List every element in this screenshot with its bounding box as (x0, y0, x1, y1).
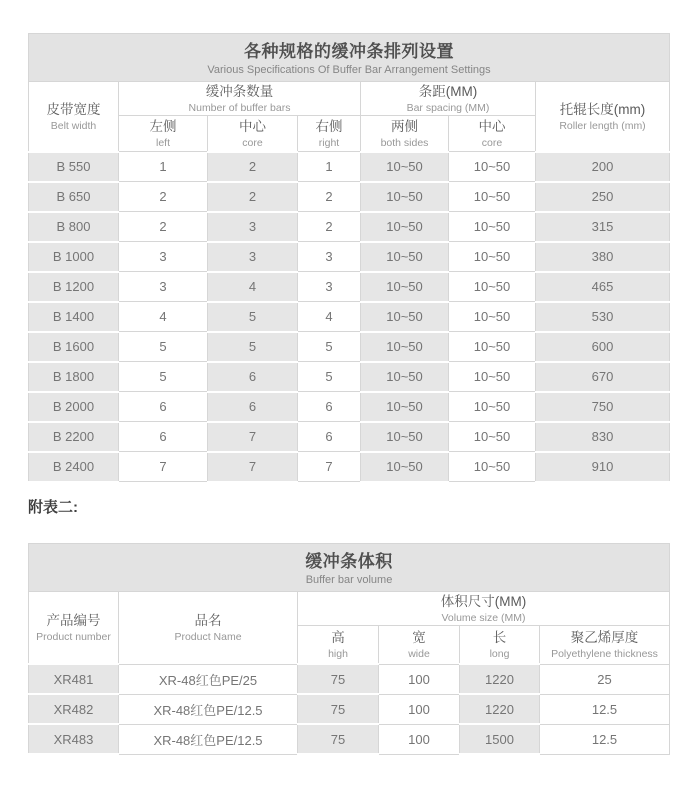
header-long (460, 625, 540, 664)
table-cell: 750 (536, 392, 670, 422)
header-both-sides-zh: 两侧 (391, 118, 418, 134)
table-cell: 10~50 (449, 332, 536, 362)
table-row (29, 242, 670, 272)
table-row (29, 724, 670, 754)
table-cell: 7 (119, 452, 208, 482)
table-cell: 315 (536, 212, 670, 242)
table-row (29, 332, 670, 362)
table-cell: B 800 (29, 212, 119, 242)
buffer-volume-table (28, 543, 670, 756)
table-cell: 10~50 (449, 392, 536, 422)
header-long-en: long (489, 647, 510, 660)
table-cell: 4 (208, 272, 298, 302)
table-cell: 6 (208, 392, 298, 422)
header-bar-spacing-en: Bar spacing (MM) (406, 102, 490, 114)
table-title-row (29, 543, 670, 591)
table-row (29, 392, 670, 422)
table-cell: 3 (298, 242, 361, 272)
header-volume-size-group (298, 591, 670, 625)
table-cell: 7 (208, 452, 298, 482)
header-wide (379, 625, 460, 664)
table-cell: 10~50 (449, 242, 536, 272)
table-row (29, 362, 670, 392)
table-cell: 2 (298, 212, 361, 242)
table-cell: 6 (119, 422, 208, 452)
table-cell: 10~50 (361, 182, 449, 212)
table-cell: 10~50 (361, 362, 449, 392)
header-high-zh: 高 (331, 629, 345, 645)
header-pe-thickness (540, 625, 670, 664)
header-roller-length-zh: 托辊长度(mm) (559, 101, 646, 117)
header-row-groups (29, 82, 670, 116)
table-cell: 10~50 (449, 272, 536, 302)
header-roller-length (536, 82, 670, 152)
table-cell: 10~50 (361, 332, 449, 362)
table-cell: 10~50 (449, 212, 536, 242)
table-cell: XR-48红色PE/25 (119, 664, 298, 694)
table-cell: 100 (379, 664, 460, 694)
table-cell: 250 (536, 182, 670, 212)
table-cell: XR-48红色PE/12.5 (119, 724, 298, 754)
header-right-zh: 右侧 (315, 119, 343, 134)
header-volume-size-en: Volume size (MM) (441, 611, 526, 624)
table-cell: 380 (536, 242, 670, 272)
header-roller-length-en: Roller length (mm) (559, 119, 646, 132)
header-product-name-en: Product Name (174, 631, 242, 643)
table-row (29, 212, 670, 242)
header-core-count (208, 116, 298, 152)
table-title-bar (29, 34, 670, 82)
table-cell: XR483 (29, 724, 119, 754)
header-wide-zh: 宽 (412, 630, 426, 645)
table-cell: 75 (298, 724, 379, 754)
table-row (29, 452, 670, 482)
header-buffer-bars-en: Number of buffer bars (188, 102, 291, 114)
table-title-zh: 缓冲条体积 (305, 551, 393, 571)
table-cell: B 550 (29, 152, 119, 182)
table-title-bar (29, 543, 670, 591)
header-left-zh: 左侧 (149, 119, 177, 134)
table-cell: B 2000 (29, 392, 119, 422)
table-cell: 100 (379, 724, 460, 754)
header-belt-width-zh: 皮带宽度 (46, 101, 101, 117)
header-both-sides (361, 116, 449, 152)
table-title-zh: 各种规格的缓冲条排列设置 (244, 42, 455, 61)
table-cell: 5 (208, 302, 298, 332)
table-cell: 10~50 (361, 212, 449, 242)
table-cell: 2 (119, 182, 208, 212)
table-cell: 12.5 (540, 724, 670, 754)
table-cell: XR481 (29, 664, 119, 694)
table-cell: 6 (298, 422, 361, 452)
header-high (298, 625, 379, 664)
table-cell: 10~50 (361, 422, 449, 452)
table-cell: 25 (540, 664, 670, 694)
table-cell: 75 (298, 664, 379, 694)
table-cell: 1220 (460, 694, 540, 724)
table-row (29, 182, 670, 212)
table-row (29, 664, 670, 694)
table-cell: 5 (208, 332, 298, 362)
table-cell: 1 (298, 152, 361, 182)
header-wide-en: wide (408, 648, 430, 660)
header-product-name (119, 591, 298, 664)
table-cell: 5 (119, 362, 208, 392)
table-cell: 75 (298, 694, 379, 724)
table-cell: 670 (536, 362, 670, 392)
header-left-en: left (155, 137, 170, 149)
table-cell: B 650 (29, 182, 119, 212)
table-cell: 10~50 (449, 422, 536, 452)
header-buffer-bars-group (119, 82, 361, 116)
header-high-en: high (328, 647, 348, 660)
table-cell: 10~50 (361, 452, 449, 482)
header-pe-thickness-en: Polyethylene thickness (551, 648, 658, 660)
table-cell: 5 (298, 332, 361, 362)
table-cell: 10~50 (361, 392, 449, 422)
header-product-number-en: Product number (36, 630, 111, 643)
table-row (29, 422, 670, 452)
table-cell: 2 (208, 182, 298, 212)
table-cell: 2 (208, 152, 298, 182)
table-cell: B 2200 (29, 422, 119, 452)
table-title-row (29, 34, 670, 82)
table-cell: 10~50 (449, 152, 536, 182)
table-cell: 4 (119, 302, 208, 332)
header-bar-spacing-zh: 条距(MM) (418, 84, 478, 99)
table-row (29, 302, 670, 332)
table-cell: 10~50 (449, 302, 536, 332)
table-cell: XR482 (29, 694, 119, 724)
table-cell: 10~50 (449, 182, 536, 212)
appendix-label: 附表二: (28, 498, 78, 516)
header-core-spacing (449, 116, 536, 152)
table-title-en: Various Specifications Of Buffer Bar Arrangement Settings (207, 64, 491, 76)
table-cell: B 1000 (29, 242, 119, 272)
table-cell: XR-48红色PE/12.5 (119, 694, 298, 724)
header-core-spacing-zh: 中心 (478, 119, 506, 134)
table-cell: 600 (536, 332, 670, 362)
table-cell: 6 (208, 362, 298, 392)
table-cell: 1500 (460, 724, 540, 754)
header-pe-thickness-zh: 聚乙烯厚度 (570, 630, 639, 645)
header-product-number (29, 591, 119, 664)
table-cell: B 2400 (29, 452, 119, 482)
header-row-groups (29, 591, 670, 625)
arrangement-settings-table (28, 33, 670, 483)
table-cell: 10~50 (361, 272, 449, 302)
header-product-name-zh: 品名 (194, 613, 222, 628)
table-cell: 2 (119, 212, 208, 242)
table-cell: 4 (298, 302, 361, 332)
table-cell: 1220 (460, 664, 540, 694)
header-core-count-en: core (242, 136, 263, 149)
table-cell: B 1800 (29, 362, 119, 392)
table-cell: 465 (536, 272, 670, 302)
header-buffer-bars-zh: 缓冲条数量 (205, 84, 274, 99)
table-cell: 10~50 (449, 452, 536, 482)
header-core-count-zh: 中心 (239, 118, 266, 134)
header-bar-spacing-group (361, 82, 536, 116)
table-cell: 5 (119, 332, 208, 362)
table-cell: 100 (379, 694, 460, 724)
table-row (29, 152, 670, 182)
table-cell: 3 (119, 242, 208, 272)
table-title-en: Buffer bar volume (305, 573, 393, 586)
header-belt-width-en: Belt width (50, 119, 97, 132)
table-cell: 6 (119, 392, 208, 422)
header-right (298, 116, 361, 152)
table-cell: 1 (119, 152, 208, 182)
header-both-sides-en: both sides (380, 136, 429, 149)
header-product-number-zh: 产品编号 (46, 612, 101, 628)
table-cell: 10~50 (361, 242, 449, 272)
table-row (29, 272, 670, 302)
header-long-zh: 长 (492, 629, 507, 645)
table-cell: 6 (298, 392, 361, 422)
table-row (29, 694, 670, 724)
table-cell: 10~50 (361, 302, 449, 332)
table-cell: 2 (298, 182, 361, 212)
table-cell: B 1200 (29, 272, 119, 302)
table-cell: 10~50 (449, 362, 536, 392)
header-left (119, 116, 208, 152)
table-cell: 530 (536, 302, 670, 332)
header-volume-size-zh: 体积尺寸(MM) (440, 593, 527, 609)
table-cell: 7 (298, 452, 361, 482)
table-cell: 3 (119, 272, 208, 302)
header-right-en: right (318, 137, 340, 149)
table-cell: B 1600 (29, 332, 119, 362)
table-cell: B 1400 (29, 302, 119, 332)
header-core-spacing-en: core (481, 137, 503, 149)
table-cell: 3 (208, 212, 298, 242)
table-cell: 12.5 (540, 694, 670, 724)
table-cell: 3 (298, 272, 361, 302)
table-cell: 3 (208, 242, 298, 272)
table-cell: 10~50 (361, 152, 449, 182)
header-belt-width (29, 82, 119, 152)
table-cell: 830 (536, 422, 670, 452)
table-cell: 200 (536, 152, 670, 182)
table-cell: 910 (536, 452, 670, 482)
table-cell: 7 (208, 422, 298, 452)
table-cell: 5 (298, 362, 361, 392)
